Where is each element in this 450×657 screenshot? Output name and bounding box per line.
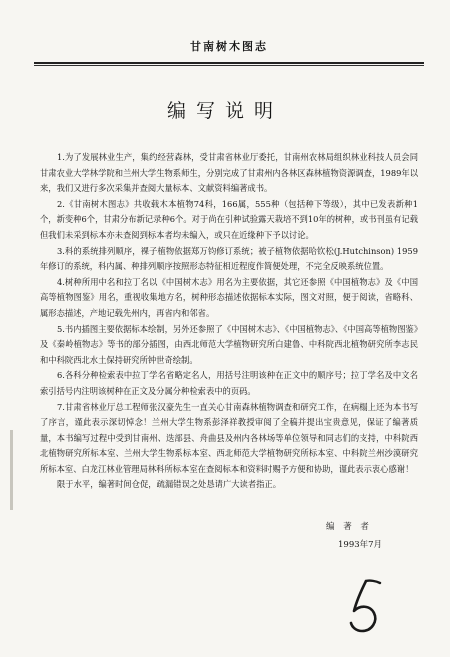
header-rule-thick [34, 62, 424, 64]
page-title: 编写说明 [166, 100, 283, 122]
signoff [300, 518, 400, 554]
date-line: 1993年7月 [338, 540, 383, 550]
paragraph: 4.树种所用中名和拉丁名以《中国树木志》用名为主要依据，其它还参照《中国植物志》及《中国高等植物图鉴》用名，重视收集地方名，树种形态描述依据标本实际，图文对照，便于阅读，省略科、属形态描述，产地记载先州内，再省内和邻省。 [40, 276, 418, 318]
body-text [40, 150, 418, 493]
paragraph: 5.书内插图主要依据标本绘制，另外还参照了《中国树木志》、《中国植物志》、《中国高等植物图鉴》及《秦岭植物志》等书的部分插图，由西北师范大学植物研究所白建鲁、中科院西北植物研究所李志民和中科院西北水土保持研究所钟世奇绘制。 [40, 323, 418, 365]
author-line: 编 著 者 [326, 522, 372, 532]
paragraph: 1.为了发展林业生产，集约经营森林，受甘肃省林业厅委托，甘南州农林局组织林业科技人员会同甘肃农业大学林学院和兰州大学生物系师生，分别完成了甘肃州内各林区森林植物资源调查，1989年以来，我们又进行多次采集并查阅大量标本、文献资料编著成书。 [40, 152, 418, 194]
paragraph: 6.各科分种检索表中拉丁学名省略定名人，用括号注明该种在正文中的顺序号；拉丁学名及中文名索引括号内注明该树种在正文及分属分种检索表中的页码。 [40, 370, 418, 396]
paragraph: 2.《甘南树木图志》共收载木本植物74科，166属，555种（包括种下等级），其中已发表新种1个，新变种6个，甘肃分布新记录种6个。对于尚在引种试验露天栽培不到10年的树种，或书刊虽有记载但我们未采到标本亦未查阅到标本者均未编入，或只在近缘种下予以讨论。 [40, 198, 418, 240]
paragraph: 限于水平，编著时间仓促，疏漏错误之处恳请广大读者指正。 [57, 479, 282, 490]
paragraph: 3.科的系统排列顺序，裸子植物依据郑万钧修订系统；被子植物依据哈钦松(J.Hutchinson) 1959年修订的系统，科内属、种排列顺序按照形态特征相近程度作简便处理，不完全反映系统位置。 [40, 245, 418, 272]
handwritten-page-mark [336, 575, 392, 635]
running-header: 甘南树木图志 [190, 40, 268, 53]
paragraph: 7.甘肃省林业厅总工程师张汉豪先生一直关心甘南森林植物调查和研究工作，在病榻上还为本书写了序言，谨此表示深切悼念！兰州大学生物系彭泽祥教授审阅了全稿并提出宝贵意见，保证了编著质量，本书编写过程中受到甘南州、迭部县、舟曲县及州内各林场等单位领导和同志们的支持，中科院西北植物研究所标本室、兰州大学生物系标本室、西北师范大学植物研究所标本室、中科院兰州沙漠研究所标本室、白龙江林业管理局林科所标本室在查阅标本和资料时赐予方便和协助，谨此表示衷心感谢！ [40, 401, 418, 474]
header-rule-thin [34, 65, 424, 66]
scan-edge-shadow [10, 430, 13, 510]
